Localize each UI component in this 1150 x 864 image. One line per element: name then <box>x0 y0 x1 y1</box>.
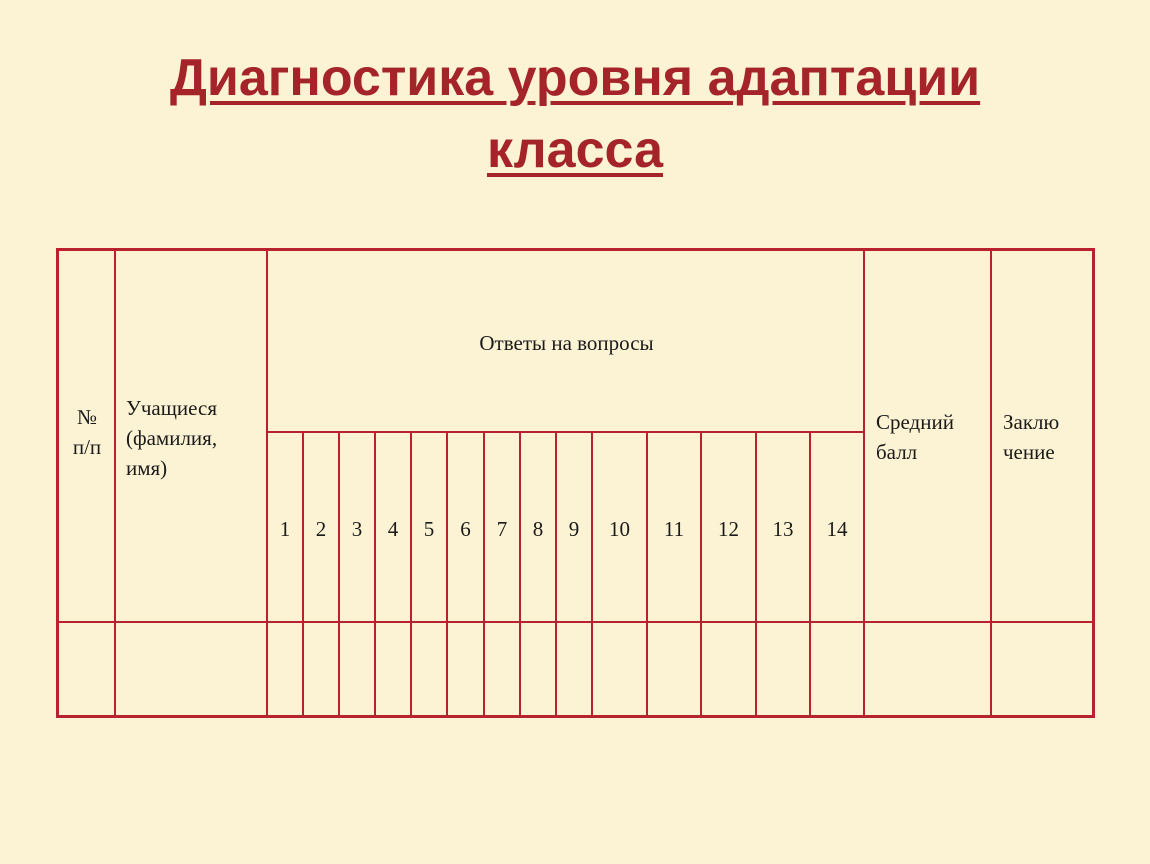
table-border-top <box>56 248 1095 251</box>
question-column-divider <box>410 432 412 716</box>
question-number-14: 14 <box>826 517 848 541</box>
question-number-8: 8 <box>532 517 544 541</box>
question-number-3: 3 <box>351 517 363 541</box>
header-students-line2: (фамилия, <box>126 426 218 450</box>
divider-header-bottom <box>56 621 1095 623</box>
header-answers: Ответы на вопросы <box>479 331 654 355</box>
header-students <box>126 393 217 483</box>
question-number-10: 10 <box>609 517 630 541</box>
header-number-line2: п/п <box>72 435 102 459</box>
question-number-4: 4 <box>387 517 399 541</box>
title-line-1: Диагностика уровня адаптации <box>169 49 981 107</box>
table-border-bottom <box>56 715 1095 718</box>
header-students-line3: имя) <box>126 456 168 480</box>
question-number-5: 5 <box>423 517 435 541</box>
header-number <box>62 402 112 462</box>
table-border-right <box>1092 248 1095 718</box>
question-column-divider <box>302 432 304 716</box>
table-border-left <box>56 248 59 718</box>
question-column-divider <box>591 432 593 716</box>
divider-avg-conclusion <box>990 250 992 716</box>
header-students-line1: Учащиеся <box>126 396 217 420</box>
divider-answers-subheader <box>266 431 865 433</box>
question-number-2: 2 <box>315 517 327 541</box>
header-average-score <box>876 407 954 467</box>
header-conclusion-line1: Заклю <box>1003 410 1060 434</box>
header-number-line1: № <box>76 405 98 429</box>
title-line-2: класса <box>486 121 663 179</box>
divider-answers-avg <box>863 250 865 716</box>
header-average-line2: балл <box>876 440 918 464</box>
header-conclusion <box>1003 407 1059 467</box>
question-column-divider <box>483 432 485 716</box>
divider-students-answers <box>266 250 268 716</box>
question-column-divider <box>338 432 340 716</box>
header-average-line1: Средний <box>876 410 954 434</box>
question-column-divider <box>646 432 648 716</box>
question-column-divider <box>755 432 757 716</box>
question-column-divider <box>446 432 448 716</box>
question-number-12: 12 <box>718 517 739 541</box>
question-column-divider <box>555 432 557 716</box>
question-column-divider <box>374 432 376 716</box>
question-number-9: 9 <box>568 517 580 541</box>
header-conclusion-line2: чение <box>1003 440 1055 464</box>
question-number-7: 7 <box>496 517 508 541</box>
page-title <box>0 42 1150 186</box>
divider-number-students <box>114 250 116 716</box>
question-number-13: 13 <box>772 517 794 541</box>
question-column-divider <box>700 432 702 716</box>
question-number-11: 11 <box>663 517 685 541</box>
question-number-6: 6 <box>460 517 471 541</box>
question-number-1: 1 <box>279 517 291 541</box>
question-column-divider <box>809 432 811 716</box>
question-column-divider <box>519 432 521 716</box>
